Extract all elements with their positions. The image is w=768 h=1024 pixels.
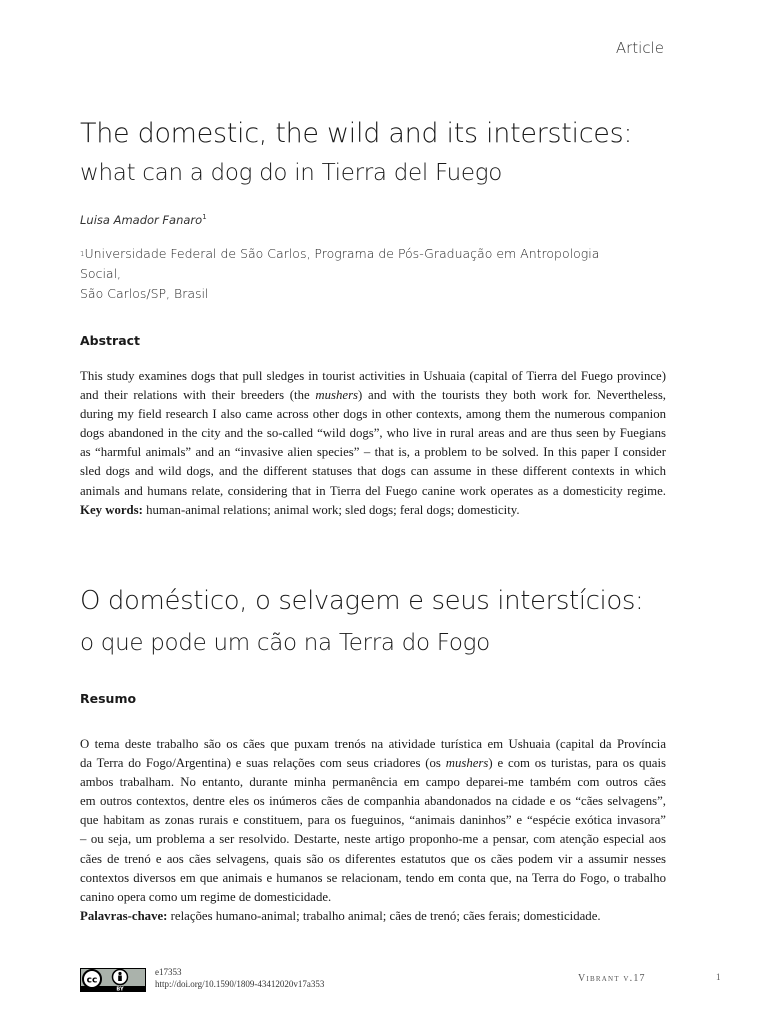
- abstract-line: as “harmful animals” and an “invasive alien species” – that is, a problem to be solved. In this paper I consider: [80, 445, 666, 460]
- journal-name: Vibrant v.17: [578, 973, 646, 984]
- cc-icon-text: cc: [86, 975, 98, 986]
- affiliation: [80, 244, 640, 304]
- abstract-line: during my field research I also came across other dogs in other contexts, among them the numerous companion: [80, 407, 666, 422]
- abstract-line: This study examines dogs that pull sledges in tourist activities in Ushuaia (capital of Tierra del Fuego province): [80, 369, 666, 383]
- affiliation-line-2: São Carlos/SP, Brasil: [80, 286, 209, 301]
- creative-commons-badge[interactable]: [80, 968, 146, 992]
- resumo-line: – ou seja, um problema a ser resolvido. Destarte, neste artigo proponho-me a pensar, com atenção especial aos: [80, 832, 666, 847]
- resumo-line: O tema deste trabalho são os cães que puxam trenós na atividade turística em Ushuaia (capital da Província: [80, 737, 666, 751]
- abstract-line: sled dogs and wild dogs, and the different statuses that dogs can assume in these different contexts in which: [80, 464, 666, 479]
- portuguese-title: O doméstico, o selvagem e seus interstícios:: [80, 586, 644, 616]
- resumo-heading: Resumo: [80, 691, 137, 706]
- article-id: e17353: [155, 967, 182, 977]
- article-identifier: [155, 966, 324, 990]
- resumo-keywords: [80, 907, 666, 926]
- doi-link[interactable]: http://doi.org/10.1590/1809-43412020v17a353: [155, 979, 325, 989]
- abstract-keywords: [80, 501, 666, 520]
- abstract-heading: Abstract: [80, 333, 141, 348]
- resumo-line: ambos trabalham. No entanto, durante minha permanência em campo deparei-me também com outros cães: [80, 775, 666, 790]
- palavras-chave-text: relações humano-animal; trabalho animal; cães de trenó; cães ferais; domesticidade.: [170, 908, 601, 923]
- palavras-chave-label: Palavras-chave:: [80, 908, 168, 923]
- affiliation-marker: 1: [80, 250, 85, 258]
- abstract-body: [80, 367, 666, 520]
- resumo-line: cães de trenó e aos cães selvagens, quais são os diferentes estatutos que os cães podem vir a assumir nesses: [80, 851, 666, 866]
- keywords-label: Key words:: [80, 502, 143, 517]
- portuguese-subtitle: o que pode um cão na Terra do Fogo: [80, 630, 490, 656]
- abstract-line: animals and humans relate, considering that in Tierra del Fuego canine work operates as a domesticity regime.: [80, 483, 666, 498]
- english-subtitle: what can a dog do in Tierra del Fuego: [80, 160, 503, 186]
- resumo-line: da Terra do Fogo/Argentina) e suas relações com seus criadores (os mushers) e com os turistas, para os quais: [80, 756, 666, 771]
- abstract-line: dogs abandoned in the city and the so-called “wild dogs”, who live in rural areas and are thus seen by Fuegians: [80, 426, 666, 441]
- abstract-line: and their relations with their breeders (the mushers) and with the tourists they both work for. Nevertheless,: [80, 388, 666, 403]
- resumo-line: canino opera como um regime de domesticidade.: [80, 889, 332, 904]
- resumo-body: [80, 735, 666, 926]
- keywords-text: human-animal relations; animal work; sled dogs; feral dogs; domesticity.: [146, 502, 520, 517]
- resumo-line: em outros contextos, dentre eles os inúmeros cães de companhia abandonados na cidade e os “cães selvagens”,: [80, 794, 666, 809]
- article-type-label: Article: [615, 39, 664, 57]
- resumo-line: que habitam as zonas rurais e constituem, para os fueguinos, “animais daninhos” e “espécie exótica invasora”: [80, 813, 666, 828]
- author-name-text: Luisa Amador Fanaro: [80, 213, 203, 227]
- affiliation-line-1: $^1$Universidade Federal de São Carlos, Programa de Pós-Graduação em Antropologia Social,: [80, 246, 600, 281]
- author-name: [80, 213, 207, 227]
- resumo-line: contextos diversos em que animais e humanos se relacionam, tendo em conta que, na Terra do Fogo, o trabalho: [80, 870, 666, 885]
- author-affiliation-marker: 1: [202, 213, 207, 222]
- english-title: The domestic, the wild and its interstices:: [80, 118, 633, 149]
- by-label: BY: [116, 986, 124, 992]
- page-number: 1: [716, 972, 721, 982]
